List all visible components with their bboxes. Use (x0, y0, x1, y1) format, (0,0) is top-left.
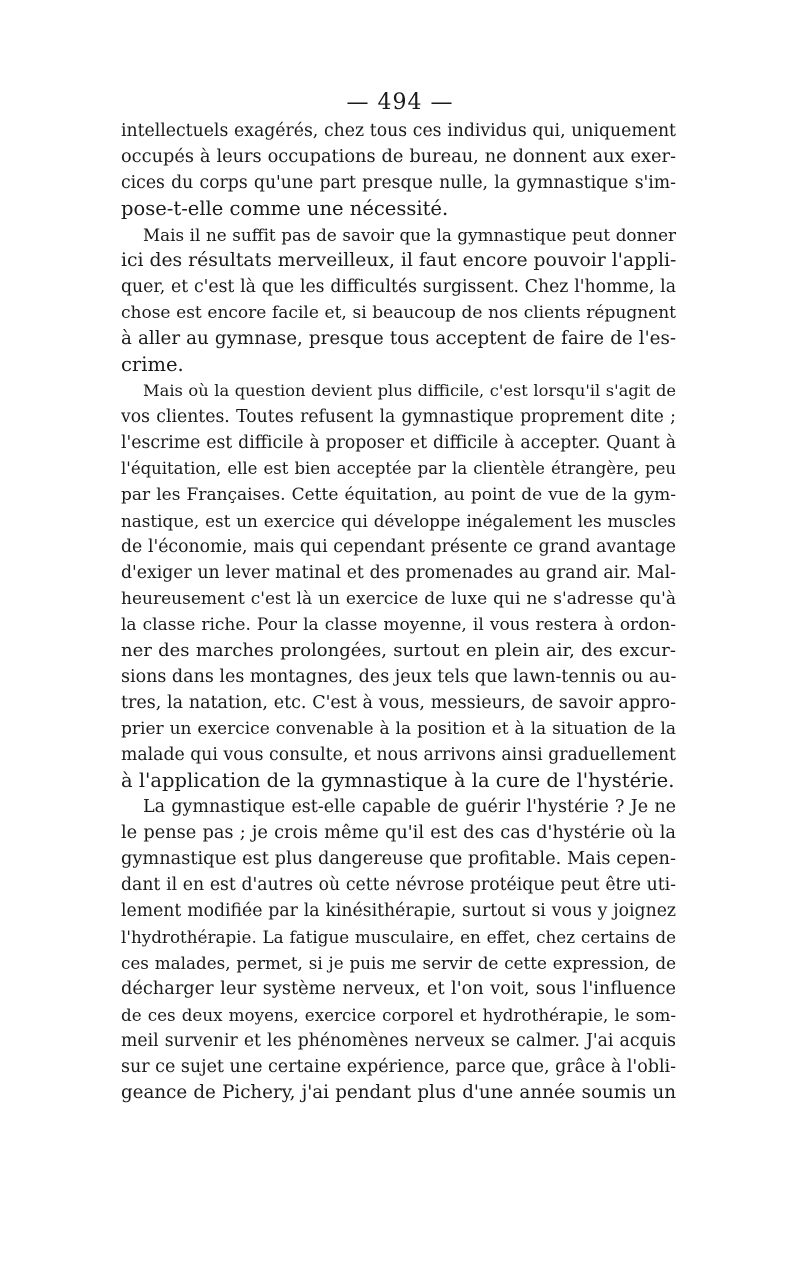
text-line: heureusement c'est là un exercice de luxe qui ne s'adresse qu'à (121, 589, 676, 609)
text-line: tres, la natation, etc. C'est à vous, messieurs, de savoir appro- (121, 693, 676, 713)
text-line: cices du corps qu'une part presque nulle, la gymnastique s'im- (121, 173, 676, 193)
text-line: quer, et c'est là que les difficultés surgissent. Chez l'homme, la (121, 277, 676, 297)
text-line: intellectuels exagérés, chez tous ces individus qui, uniquement (121, 121, 676, 141)
text-line: pose-t-elle comme une nécessité. (121, 197, 449, 220)
text-line: gymnastique est plus dangereuse que profitable. Mais cepen- (121, 849, 676, 869)
text-line: d'exiger un lever matinal et des promenades au grand air. Mal- (121, 563, 676, 583)
text-line: lement modifiée par la kinésithérapie, surtout si vous y joignez (121, 901, 676, 921)
text-line: ner des marches prolongées, surtout en plein air, des excur- (121, 640, 676, 661)
text-line: malade qui vous consulte, et nous arrivons ainsi graduellement (121, 745, 676, 765)
page-number: — 494 — (346, 90, 454, 115)
text-line: sur ce sujet une certaine expérience, parce que, grâce à l'obli- (121, 1057, 676, 1077)
text-line: Mais où la question devient plus difficile, c'est lorsqu'il s'agit de (143, 381, 676, 400)
text-line: par les Françaises. Cette équitation, au point de vue de la gym- (121, 485, 676, 505)
text-line: l'escrime est difficile à proposer et difficile à accepter. Quant à (121, 433, 676, 453)
text-line: ces malades, permet, si je puis me servir de cette expression, de (121, 953, 676, 973)
text-line: le pense pas ; je crois même qu'il est des cas d'hystérie où la (121, 823, 676, 843)
text-line: l'hydrothérapie. La fatigue musculaire, en effet, chez certains de (121, 927, 676, 947)
text-line: crime. (121, 353, 184, 376)
text-line: la classe riche. Pour la classe moyenne, il vous restera à ordon- (121, 615, 676, 635)
text-line: sions dans les montagnes, des jeux tels que lawn-tennis ou au- (121, 667, 676, 687)
text-line: La gymnastique est-elle capable de guérir l'hystérie ? Je ne (143, 797, 676, 817)
text-line: nastique, est un exercice qui développe inégalement les muscles (121, 511, 676, 531)
text-line: vos clientes. Toutes refusent la gymnastique proprement dite ; (121, 407, 676, 427)
text-line: décharger leur système nerveux, et l'on voit, sous l'influence (121, 979, 676, 999)
text-line: ici des résultats merveilleux, il faut encore pouvoir l'appli- (121, 250, 676, 271)
text-line: à aller au gymnase, presque tous acceptent de faire de l'es- (121, 328, 676, 349)
text-line: occupés à leurs occupations de bureau, ne donnent aux exer- (121, 147, 676, 167)
text-line: de l'économie, mais qui cependant présente ce grand avantage (121, 537, 676, 557)
text-line: dant il en est d'autres où cette névrose protéique peut être uti- (121, 875, 676, 895)
text-line: à l'application de la gymnastique à la cure de l'hystérie. (121, 769, 675, 792)
text-line: l'équitation, elle est bien acceptée par la clientèle étrangère, peu (121, 459, 676, 478)
text-line: Mais il ne suffit pas de savoir que la gymnastique peut donner (143, 225, 676, 245)
body-text (121, 118, 676, 1106)
text-line: meil survenir et les phénomènes nerveux se calmer. J'ai acquis (121, 1031, 676, 1051)
text-line: geance de Pichery, j'ai pendant plus d'une année soumis un (121, 1082, 676, 1103)
text-line: prier un exercice convenable à la position et à la situation de la (121, 719, 676, 739)
text-line: chose est encore facile et, si beaucoup de nos clients répugnent (121, 303, 676, 323)
text-line: de ces deux moyens, exercice corporel et hydrothérapie, le som- (121, 1005, 676, 1025)
